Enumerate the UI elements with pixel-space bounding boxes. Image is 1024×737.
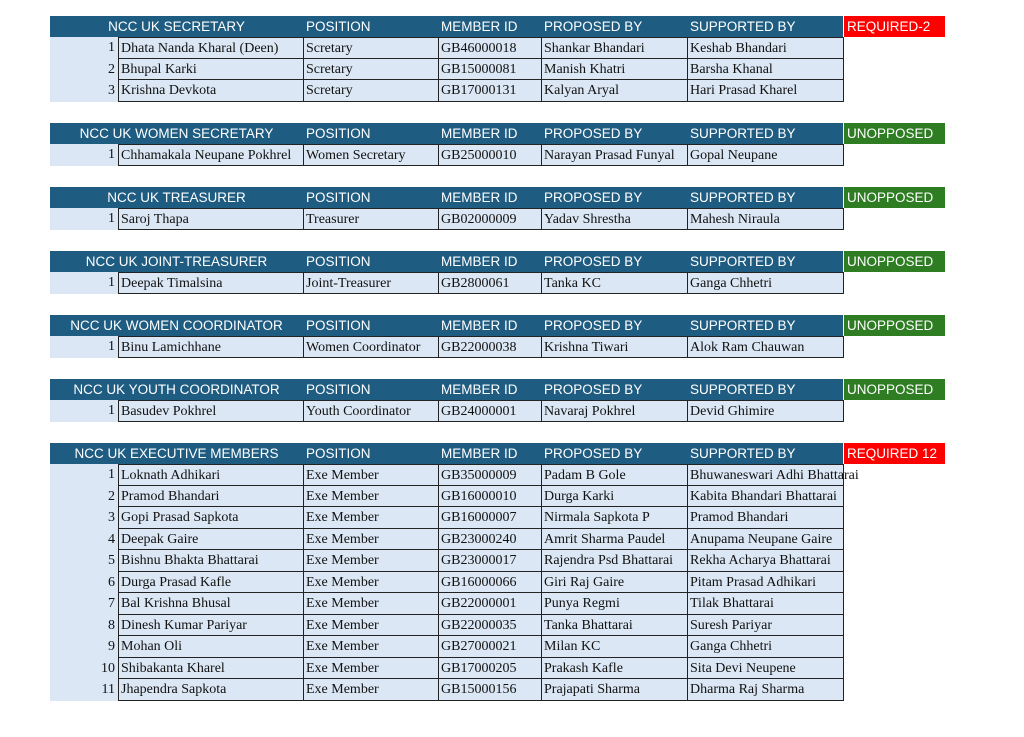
status-badge: UNOPPOSED — [844, 379, 945, 400]
row-number: 1 — [50, 144, 118, 166]
col-header-proposed-by: PROPOSED BY — [544, 126, 643, 141]
candidate-position: Scretary — [304, 59, 439, 81]
candidate-name: Krishna Devkota — [118, 80, 304, 102]
candidate-name: Shibakanta Kharel — [118, 658, 304, 680]
candidate-name: Saroj Thapa — [118, 208, 304, 230]
col-header-supported-by: SUPPORTED BY — [690, 318, 796, 333]
col-header-position: POSITION — [306, 190, 371, 205]
supported-by: Dharma Raj Sharma — [688, 679, 844, 701]
proposed-by: Tanka KC — [542, 272, 688, 294]
member-id: GB22000035 — [439, 615, 542, 637]
candidate-position: Scretary — [304, 80, 439, 102]
section-title: NCC UK WOMEN SECRETARY — [79, 126, 274, 141]
col-header-supported-by: SUPPORTED BY — [690, 446, 796, 461]
col-header-position: POSITION — [306, 382, 371, 397]
candidate-name: Bishnu Bhakta Bhattarai — [118, 550, 304, 572]
candidate-position: Exe Member — [304, 615, 439, 637]
section-title: NCC UK TREASURER — [107, 190, 246, 205]
col-header-proposed-by: PROPOSED BY — [544, 446, 643, 461]
col-header-proposed-by: PROPOSED BY — [544, 190, 643, 205]
col-header-proposed-by: PROPOSED BY — [544, 382, 643, 397]
col-header-member-id: MEMBER ID — [441, 446, 518, 461]
candidate-position: Exe Member — [304, 486, 439, 508]
proposed-by: Prakash Kafle — [542, 658, 688, 680]
section-title: NCC UK SECRETARY — [108, 19, 245, 34]
col-header-position: POSITION — [306, 126, 371, 141]
member-id: GB25000010 — [439, 144, 542, 166]
member-id: GB2800061 — [439, 272, 542, 294]
supported-by: Pitam Prasad Adhikari — [688, 572, 844, 594]
proposed-by: Amrit Sharma Paudel — [542, 529, 688, 551]
candidate-name: Loknath Adhikari — [118, 464, 304, 486]
row-number: 3 — [50, 80, 118, 102]
col-header-member-id: MEMBER ID — [441, 318, 518, 333]
supported-by: Kabita Bhandari Bhattarai — [688, 486, 844, 508]
col-header-position: POSITION — [306, 318, 371, 333]
col-header-position: POSITION — [306, 446, 371, 461]
proposed-by: Rajendra Psd Bhattarai — [542, 550, 688, 572]
candidate-position: Joint-Treasurer — [304, 272, 439, 294]
section-title: NCC UK JOINT-TREASURER — [85, 254, 268, 269]
candidate-name: Jhapendra Sapkota — [118, 679, 304, 701]
member-id: GB22000001 — [439, 593, 542, 615]
proposed-by: Prajapati Sharma — [542, 679, 688, 701]
col-header-position: POSITION — [306, 254, 371, 269]
supported-by: Anupama Neupane Gaire — [688, 529, 844, 551]
member-id: GB17000131 — [439, 80, 542, 102]
candidate-name: Deepak Timalsina — [118, 272, 304, 294]
member-id: GB02000009 — [439, 208, 542, 230]
col-header-position: POSITION — [306, 19, 371, 34]
candidate-name: Bhupal Karki — [118, 59, 304, 81]
status-badge: UNOPPOSED — [844, 251, 945, 272]
candidate-name: Pramod Bhandari — [118, 486, 304, 508]
candidate-name: Durga Prasad Kafle — [118, 572, 304, 594]
candidate-position: Exe Member — [304, 464, 439, 486]
col-header-supported-by: SUPPORTED BY — [690, 126, 796, 141]
supported-by: Hari Prasad Kharel — [688, 80, 844, 102]
member-id: GB46000018 — [439, 37, 542, 59]
member-id: GB16000066 — [439, 572, 542, 594]
proposed-by: Krishna Tiwari — [542, 336, 688, 358]
row-number: 6 — [50, 572, 118, 594]
proposed-by: Nirmala Sapkota P — [542, 507, 688, 529]
proposed-by: Giri Raj Gaire — [542, 572, 688, 594]
row-number: 9 — [50, 636, 118, 658]
candidate-position: Exe Member — [304, 550, 439, 572]
candidate-position: Women Secretary — [304, 144, 439, 166]
supported-by: Ganga Chhetri — [688, 272, 844, 294]
candidate-position: Exe Member — [304, 658, 439, 680]
row-number: 1 — [50, 37, 118, 59]
candidate-position: Exe Member — [304, 593, 439, 615]
supported-by: Rekha Acharya Bhattarai — [688, 550, 844, 572]
col-header-member-id: MEMBER ID — [441, 126, 518, 141]
candidate-name: Basudev Pokhrel — [118, 400, 304, 422]
candidate-name: Binu Lamichhane — [118, 336, 304, 358]
row-number: 1 — [50, 272, 118, 294]
candidate-position: Exe Member — [304, 679, 439, 701]
proposed-by: Manish Khatri — [542, 59, 688, 81]
member-id: GB16000010 — [439, 486, 542, 508]
candidate-position: Treasurer — [304, 208, 439, 230]
row-number: 7 — [50, 593, 118, 615]
candidate-name: Mohan Oli — [118, 636, 304, 658]
member-id: GB22000038 — [439, 336, 542, 358]
proposed-by: Narayan Prasad Funyal — [542, 144, 688, 166]
status-badge: REQUIRED 12 — [844, 443, 945, 464]
proposed-by: Padam B Gole — [542, 464, 688, 486]
status-badge: UNOPPOSED — [844, 315, 945, 336]
member-id: GB16000007 — [439, 507, 542, 529]
supported-by: Keshab Bhandari — [688, 37, 844, 59]
proposed-by: Milan KC — [542, 636, 688, 658]
candidate-position: Youth Coordinator — [304, 400, 439, 422]
row-number: 1 — [50, 208, 118, 230]
candidate-position: Exe Member — [304, 507, 439, 529]
candidate-name: Dinesh Kumar Pariyar — [118, 615, 304, 637]
section-title: NCC UK WOMEN COORDINATOR — [70, 318, 283, 333]
proposed-by: Tanka Bhattarai — [542, 615, 688, 637]
supported-by: Devid Ghimire — [688, 400, 844, 422]
section-title: NCC UK EXECUTIVE MEMBERS — [74, 446, 279, 461]
supported-by: Barsha Khanal — [688, 59, 844, 81]
row-number: 5 — [50, 550, 118, 572]
proposed-by: Shankar Bhandari — [542, 37, 688, 59]
supported-by: Suresh Pariyar — [688, 615, 844, 637]
row-number: 4 — [50, 529, 118, 551]
candidate-position: Exe Member — [304, 572, 439, 594]
supported-by: Gopal Neupane — [688, 144, 844, 166]
status-badge: UNOPPOSED — [844, 123, 945, 144]
supported-by: Sita Devi Neupene — [688, 658, 844, 680]
col-header-supported-by: SUPPORTED BY — [690, 190, 796, 205]
member-id: GB23000017 — [439, 550, 542, 572]
col-header-member-id: MEMBER ID — [441, 190, 518, 205]
supported-by: Tilak Bhattarai — [688, 593, 844, 615]
candidate-name: Chhamakala Neupane Pokhrel — [118, 144, 304, 166]
col-header-supported-by: SUPPORTED BY — [690, 254, 796, 269]
col-header-proposed-by: PROPOSED BY — [544, 254, 643, 269]
member-id: GB35000009 — [439, 464, 542, 486]
candidate-name: Gopi Prasad Sapkota — [118, 507, 304, 529]
row-number: 11 — [50, 679, 118, 701]
row-number: 1 — [50, 336, 118, 358]
row-number: 8 — [50, 615, 118, 637]
proposed-by: Yadav Shrestha — [542, 208, 688, 230]
candidate-position: Scretary — [304, 37, 439, 59]
row-number: 1 — [50, 464, 118, 486]
proposed-by: Punya Regmi — [542, 593, 688, 615]
col-header-member-id: MEMBER ID — [441, 382, 518, 397]
supported-by: Mahesh Niraula — [688, 208, 844, 230]
col-header-member-id: MEMBER ID — [441, 254, 518, 269]
section-title: NCC UK YOUTH COORDINATOR — [73, 382, 280, 397]
row-number: 3 — [50, 507, 118, 529]
col-header-supported-by: SUPPORTED BY — [690, 19, 796, 34]
member-id: GB23000240 — [439, 529, 542, 551]
proposed-by: Durga Karki — [542, 486, 688, 508]
row-number: 2 — [50, 486, 118, 508]
proposed-by: Navaraj Pokhrel — [542, 400, 688, 422]
supported-by: Ganga Chhetri — [688, 636, 844, 658]
row-number: 10 — [50, 658, 118, 680]
candidate-name: Dhata Nanda Kharal (Deen) — [118, 37, 304, 59]
supported-by: Pramod Bhandari — [688, 507, 844, 529]
proposed-by: Kalyan Aryal — [542, 80, 688, 102]
col-header-member-id: MEMBER ID — [441, 19, 518, 34]
supported-by: Alok Ram Chauwan — [688, 336, 844, 358]
member-id: GB15000156 — [439, 679, 542, 701]
status-badge: UNOPPOSED — [844, 187, 945, 208]
member-id: GB17000205 — [439, 658, 542, 680]
candidate-position: Exe Member — [304, 636, 439, 658]
candidate-position: Women Coordinator — [304, 336, 439, 358]
candidate-position: Exe Member — [304, 529, 439, 551]
status-badge: REQUIRED-2 — [844, 16, 945, 37]
col-header-proposed-by: PROPOSED BY — [544, 19, 643, 34]
col-header-proposed-by: PROPOSED BY — [544, 318, 643, 333]
row-number: 2 — [50, 59, 118, 81]
member-id: GB27000021 — [439, 636, 542, 658]
candidate-name: Deepak Gaire — [118, 529, 304, 551]
row-number: 1 — [50, 400, 118, 422]
col-header-supported-by: SUPPORTED BY — [690, 382, 796, 397]
supported-by: Bhuwaneswari Adhi Bhattarai — [688, 464, 844, 486]
candidate-name: Bal Krishna Bhusal — [118, 593, 304, 615]
member-id: GB24000001 — [439, 400, 542, 422]
member-id: GB15000081 — [439, 59, 542, 81]
